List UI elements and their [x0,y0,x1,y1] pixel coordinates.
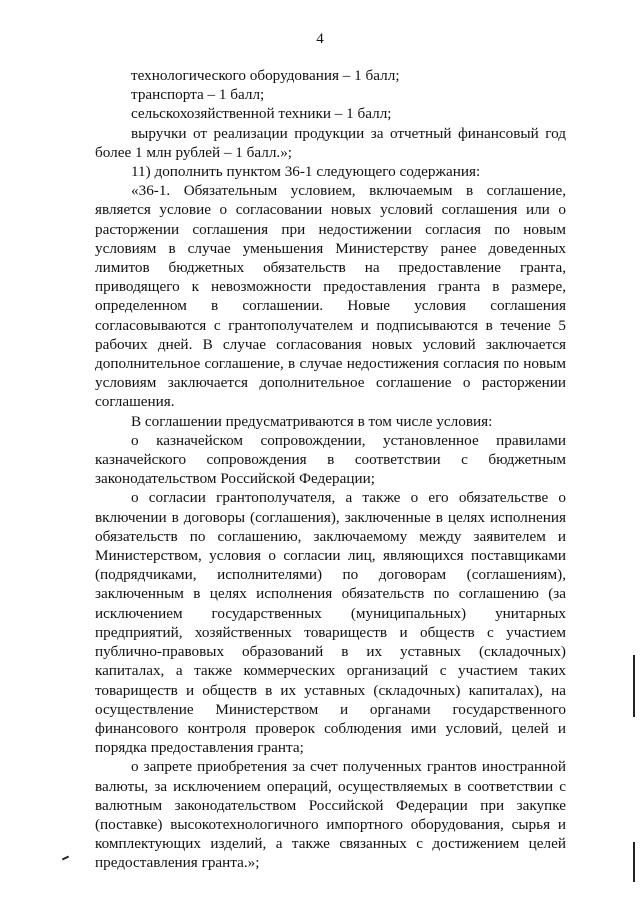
paragraph-technological-equipment: технологического оборудования – 1 балл; [131,67,400,84]
paragraph-currency-prohibition: о запрете приобретения за счет полученных грантов иностранной валюты, за исключением операций, осуществляемых в соответствии с валютным законодательством Российской Федерации при закупке (поставке) высокотехнологичного импортного оборудования, сырья и комплектующих изделий, а также связанных с достижением целей предоставления гранта.»; [95,758,566,872]
paragraph-agricultural-machinery: сельскохозяйственной техники – 1 балл; [131,105,392,123]
paragraph-transport: транспорта – 1 балл; [131,86,265,104]
scan-margin-line [633,655,635,717]
paragraph-clause-36-1: «36-1. Обязательным условием, включаемым в соглашение, является условие о согласовании новых условий соглашения или о расторжении соглашения при недостижении согласия по новым условиям в случае уменьшения Министерству ранее доведенных лимитов бюджетных обязательств на предоставление гранта, приводящего к невозможности предоставления гранта в размере, определенном в соглашении. Новые условия соглашения согласовываются с грантополучателем и подписываются в течение 5 рабочих дней. В случае согласования новых условий заключается дополнительное соглашение, в случае недостижения согласия по новым условиям заключается дополнительное соглашение о расторжении соглашения. [95,182,566,411]
paragraph-treasury-support: о казначейском сопровождении, установленное правилами казначейского сопровождения в соответствии с бюджетным законодательством Российской Федерации; [95,431,566,488]
scan-margin-line [633,842,635,882]
scan-speck [62,856,69,861]
paragraph-amendment-11: 11) дополнить пунктом 36-1 следующего содержания: [131,163,481,181]
paragraph-conditions-intro: В соглашении предусматриваются в том числе условия: [131,412,493,430]
page-number: 4 [316,31,324,47]
paragraph-grantee-consent: о согласии грантополучателя, а также о его обязательстве о включении в договоры (соглашения), заключенные в целях исполнения обязательств по соглашению, заключаемому между заявителем и Министерством, условия о согласии лиц, являющихся поставщиками (подрядчиками, исполнителями) по договорам (соглашениям), заключенным в целях исполнения обязательств по соглашению (за исключением государственных (муниципальных) унитарных предприятий, хозяйственных товариществ и обществ с участием публично-правовых образований в их уставных (складочных) капиталах, а также коммерческих организаций с участием таких товариществ и обществ в их уставных (складочных) капиталах), на осуществление Министерством и органами государственного финансового контроля проверок соблюдения ими условий, целей и порядка предоставления гранта; [95,489,566,757]
paragraph-revenue: выручки от реализации продукции за отчетный финансовый год более 1 млн рублей – 1 балл.»; [95,124,566,161]
document-body [95,66,566,873]
